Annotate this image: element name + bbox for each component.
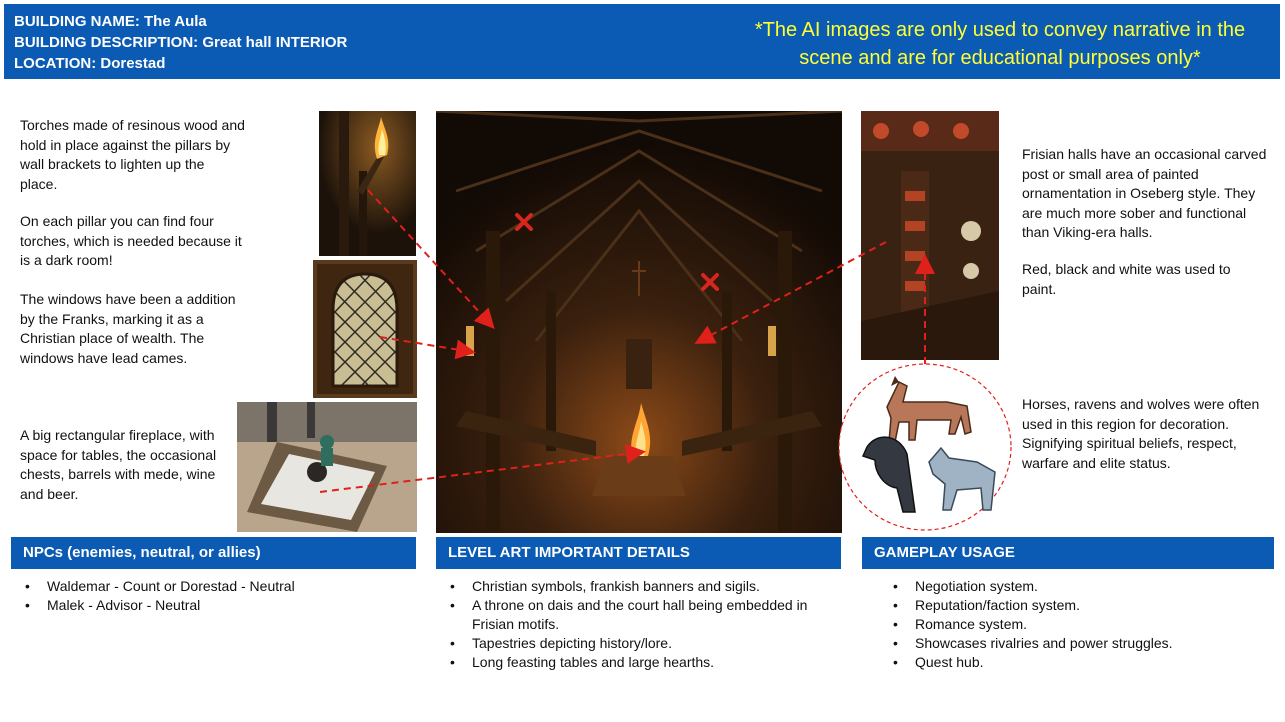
marker-x-left <box>517 215 531 229</box>
arrow-fireplace <box>320 452 642 492</box>
list-item: • Showcases rivalries and power struggles. <box>885 634 1265 653</box>
note-paint: Red, black and white was used to paint. <box>1022 261 1231 297</box>
level-art-title: LEVEL ART IMPORTANT DETAILS <box>436 537 841 569</box>
list-item: • Waldemar - Count or Dorestad - Neutral <box>17 577 412 596</box>
list-item: • Long feasting tables and large hearths. <box>442 653 827 672</box>
note-torch-count: On each pillar you can find four torches, which is needed because it is a dark room! <box>20 213 242 268</box>
list-item: • Tapestries depicting history/lore. <box>442 634 827 653</box>
arrow-torch <box>368 190 492 326</box>
arrow-window <box>380 337 472 352</box>
npcs-list <box>17 577 412 615</box>
list-item: • Malek - Advisor - Neutral <box>17 596 412 615</box>
list-item: • A throne on dais and the court hall being embedded in Frisian motifs. <box>442 596 827 634</box>
level-art-list <box>442 577 827 672</box>
note-windows: The windows have been a addition by the Franks, marking it as a Christian place of wealth. The windows have lead cames. <box>20 291 236 366</box>
list-item: • Romance system. <box>885 615 1265 634</box>
list-item: • Quest hub. <box>885 653 1265 672</box>
ai-disclaimer: *The AI images are only used to convey narrative in the scene and are for educational purposes only* <box>754 19 1246 69</box>
gameplay-title: GAMEPLAY USAGE <box>862 537 1274 569</box>
list-item: • Reputation/faction system. <box>885 596 1265 615</box>
note-animals: Horses, ravens and wolves were often used in this region for decoration. Signifying spiritual beliefs, respect, warfare and elite status. <box>1022 396 1260 471</box>
building-location: LOCATION: Dorestad <box>14 55 166 72</box>
note-torches: Torches made of resinous wood and hold in place against the pillars by wall brackets to lighten up the place. <box>20 117 245 192</box>
list-item: • Christian symbols, frankish banners and sigils. <box>442 577 827 596</box>
note-frisian: Frisian halls have an occasional carved post or small area of painted ornamentation in Oseberg style. They are much more sober and functional than Viking-era halls. <box>1022 146 1267 240</box>
marker-x-right <box>703 275 717 289</box>
list-item: • Negotiation system. <box>885 577 1265 596</box>
building-description: BUILDING DESCRIPTION: Great hall INTERIOR <box>14 34 348 51</box>
npcs-title: NPCs (enemies, neutral, or allies) <box>11 537 416 569</box>
note-fireplace: A big rectangular fireplace, with space for tables, the occasional chests, barrels with mede, wine and beer. <box>20 427 217 502</box>
building-name: BUILDING NAME: The Aula <box>14 13 207 30</box>
gameplay-list <box>885 577 1265 672</box>
arrow-ornament <box>698 242 886 342</box>
